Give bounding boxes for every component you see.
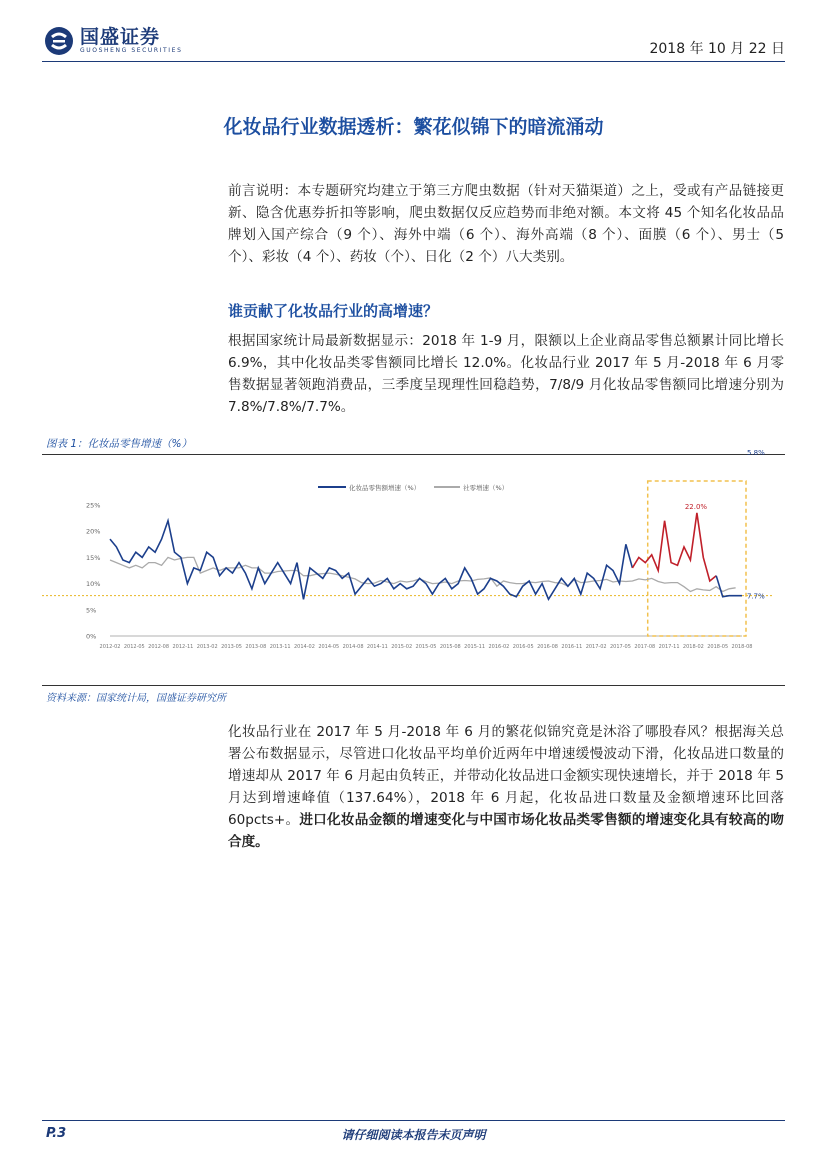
x-tick-label: 2013-08 <box>245 644 267 650</box>
series-line-cosmetics <box>110 521 632 600</box>
body-paragraph-2-emphasis: 进口化妆品金额的增速变化与中国市场化妆品类零售额的增速变化具有较高的吻合度。 <box>228 812 785 850</box>
x-tick-label: 2012-08 <box>148 644 170 650</box>
retail-growth-chart <box>42 449 785 685</box>
series-line-cosmetics-highlight <box>632 513 716 581</box>
x-tick-label: 2018-08 <box>731 644 753 650</box>
body-paragraph-1: 根据国家统计局最新数据显示：2018 年 1-9 月，限额以上企业商品零售总额累计同比增长 6.9%，其中化妆品类零售额同比增长 12.0%。化妆品行业 2017 年 5 月-2018 年 6 月零售数据显著领跑消费品，三季度呈现理性回稳趋势，7/8/9 月化妆品零售额同比增速分别为 7.8%/7.8%/7.7%。 <box>228 333 784 415</box>
annotation-peak: 22.0% <box>684 502 708 511</box>
x-tick-label: 2014-08 <box>342 644 364 650</box>
x-tick-label: 2016-08 <box>537 644 558 650</box>
page-number: P.3 <box>46 1126 67 1141</box>
x-tick-label: 2012-11 <box>172 644 194 650</box>
x-tick-label: 2018-02 <box>682 644 704 650</box>
logo-mark-icon <box>44 26 74 56</box>
body-paragraph-2-text: 化妆品行业在 2017 年 5 月-2018 年 6 月的繁花似锦究竟是沐浴了哪股春风？根据海关总署公布数据显示，尽管进口化妆品平均单价近两年中增速缓慢波动下滑，化妆品进口数量的增速却从 2017 年 6 月起由负转正，并带动化妆品进口金额实现快速增长，并于 2018 年 5 月达到增速峰值（137.64%），2018 年 6 月起，化妆品进口数量及金额增速环比回落 60pcts+。 <box>228 724 784 828</box>
legend-label-retail: 社零增速（%） <box>463 484 509 492</box>
logo-subname: GUOSHENG SECURITIES <box>80 47 183 54</box>
x-tick-label: 2017-02 <box>585 644 607 650</box>
y-tick-label: 10% <box>86 580 101 589</box>
y-tick-label: 20% <box>86 527 101 536</box>
x-tick-label: 2017-05 <box>610 644 631 650</box>
figure-caption: 图表 1：化妆品零售增速（%） <box>46 438 192 450</box>
x-tick-label: 2017-11 <box>658 644 680 650</box>
section-heading: 谁贡献了化妆品行业的高增速？ <box>228 302 439 320</box>
intro-paragraph: 前言说明：本专题研究均建立于第三方爬虫数据（针对天猫渠道）之上，受或有产品链接更新、隐含优惠券折扣等影响，爬虫数据仅反应趋势而非绝对额。本文将 45 个知名化妆品品牌划入国产综合（9 个）、海外中端（6 个）、海外高端（8 个）、面膜（6 个）、男士（5 个）、彩妆（4 个）、药妆（个）、日化（2 个）八大类别。 <box>228 183 784 265</box>
figure-source: 资料来源：国家统计局，国盛证券研究所 <box>46 693 226 704</box>
body-paragraph-2 <box>228 721 784 853</box>
annotation-last-cosmetics: 7.7% <box>747 592 765 601</box>
logo-name: 国盛证券 <box>80 26 161 48</box>
legend-label-cosmetics: 化妆品零售额增速（%） <box>349 484 421 492</box>
x-tick-label: 2015-05 <box>415 644 437 650</box>
x-tick-label: 2013-05 <box>221 644 242 650</box>
y-tick-label: 25% <box>86 501 101 510</box>
y-axis <box>86 502 100 641</box>
x-tick-label: 2015-02 <box>391 644 413 650</box>
y-tick-label: 5% <box>86 606 97 615</box>
x-tick-label: 2016-05 <box>512 644 534 650</box>
x-tick-label: 2014-02 <box>294 644 315 650</box>
x-tick-label: 2017-08 <box>634 644 656 650</box>
footer-disclaimer: 请仔细阅读本报告末页声明 <box>341 1128 486 1142</box>
x-tick-label: 2018-05 <box>707 644 729 650</box>
report-date: 2018 年 10 月 22 日 <box>649 41 785 57</box>
footer-divider <box>42 1120 785 1121</box>
x-tick-label: 2013-02 <box>196 644 218 650</box>
x-tick-label: 2014-05 <box>318 644 340 650</box>
y-tick-label: 0% <box>86 632 97 641</box>
annotation-last-retail: 5.8% <box>747 449 765 457</box>
x-tick-label: 2016-02 <box>488 644 510 650</box>
x-tick-label: 2016-11 <box>561 644 583 650</box>
figure-bottom-rule <box>42 685 785 686</box>
x-tick-label: 2012-02 <box>99 644 121 650</box>
x-tick-label: 2015-11 <box>464 644 486 650</box>
page-title: 化妆品行业数据透析：繁花似锦下的暗流涌动 <box>223 116 604 138</box>
y-tick-label: 15% <box>86 553 101 562</box>
x-tick-label: 2014-11 <box>366 644 388 650</box>
x-axis <box>100 636 753 650</box>
header-divider <box>42 61 785 62</box>
x-tick-label: 2015-08 <box>439 644 461 650</box>
series-line-cosmetics-tail <box>716 576 742 597</box>
company-logo <box>44 26 182 56</box>
x-tick-label: 2013-11 <box>269 644 291 650</box>
chart-legend <box>318 483 508 492</box>
x-tick-label: 2012-05 <box>123 644 145 650</box>
